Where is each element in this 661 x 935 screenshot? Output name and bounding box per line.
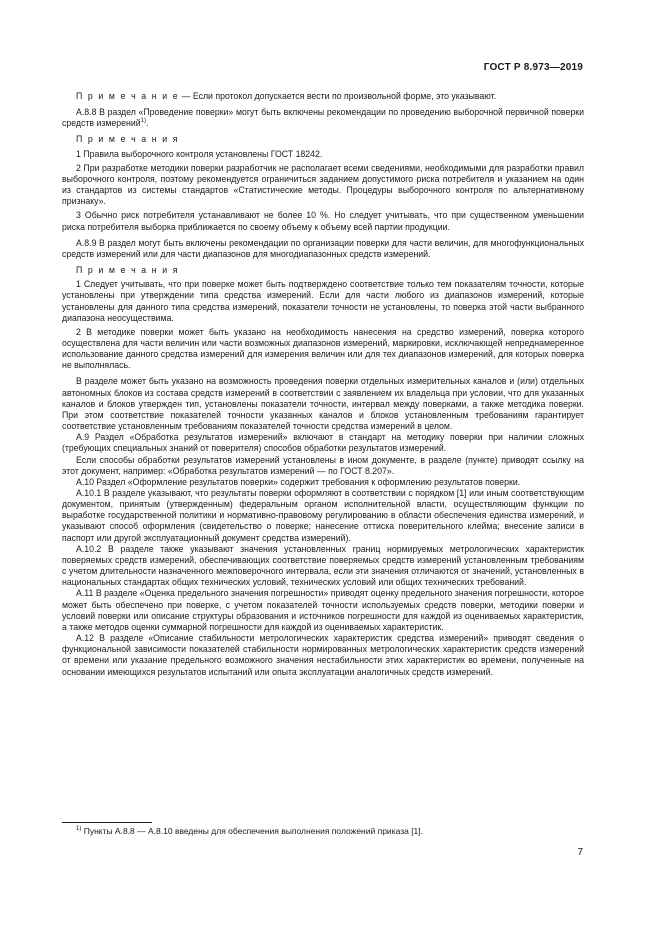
note-item: 1 Правила выборочного контроля установлены ГОСТ 18242.: [76, 148, 323, 159]
footnote-mark: 1): [76, 826, 82, 833]
clause-a89: А.8.9 В раздел могут быть включены рекомендации по организации поверки для части величин, для многофункциональных средств измерений или для части диапазонов для многодиапазонных средств измерений.: [62, 237, 584, 259]
note-text: — Если протокол допускается вести по произвольной форме, это указывают.: [179, 91, 497, 101]
note-item: 3 Обычно риск потребителя устанавливают не более 10 %. Но следует учитывать, что при существенном уменьшении риска потребителя выборка приближается по своему объему к объему всей партии продукции.: [62, 210, 584, 232]
page-body: [62, 91, 584, 678]
clause-a102: А.10.2 В разделе также указывают значения установленных границ нормируемых метрологических характеристик поверяемых средств измерений, обеспечивающих соответствие поверяемых средств измерений установленным требованиям с учетом длительности назначенного межповерочного интервала, если эти значения отличаются от значений, установленных в национальных стандартах общих технических условий, технических условий или общих технических требований.: [62, 543, 584, 588]
clause-a9: А.9 Раздел «Обработка результатов измерений» включают в стандарт на методику поверки при наличии сложных (требующих специальных знаний от поверителя) способов обработки результатов измерений.: [62, 432, 584, 454]
notes-label: П р и м е ч а н и я: [76, 134, 180, 145]
note-single: [62, 91, 584, 102]
document-header: ГОСТ Р 8.973—2019: [483, 62, 583, 73]
note-item: 2 В методике поверки может быть указано на необходимость нанесения на средство измерений, поверка которого осуществлена для части величин или части возможных диапазонов измерений, маркировки, исключающей непреднамеренное использование данного средства измерений для измерения величин или для тех диапазонов измерений, для которых поверка не выполнялась.: [62, 326, 584, 371]
footnote-ref[interactable]: 1): [140, 118, 146, 125]
clause-a10: А.10 Раздел «Оформление результатов поверки» содержит требования к оформлению результатов поверки.: [76, 476, 521, 487]
paragraph: Если способы обработки результатов измерений установлены в ином документе, в разделе (пункте) приводят ссылку на этот документ, например: «Обработка результатов измерений — по ГОСТ 8.207».: [62, 454, 584, 476]
clause-a12: А.12 В разделе «Описание стабильности метрологических характеристик средства измерений» приводят сведения о функциональной зависимости показателей стабильности нормированных метрологических характеристик средств измерений от времени или указание предельного возможного значения нестабильности этих характеристик во времени, полученные на основании имеющихся результатов испытаний или опыта эксплуатации аналогичных средств измерений.: [62, 633, 584, 677]
footnote-divider: [62, 822, 152, 823]
clause-a88: А.8.8 В раздел «Проведение поверки» могут быть включены рекомендации по проведению выборочной первичной поверки средств измерений$^{1)}$.: [62, 107, 584, 129]
notes-label: П р и м е ч а н и я: [76, 265, 180, 276]
clause-a101: А.10.1 В разделе указывают, что результаты поверки оформляют в соответствии с порядком [1] или иным соответствующим документом, принятым (утвержденным) федеральным органом исполнительной власти, осуществляющим функции по выработке государственной политики и нормативно-правовому регулированию в области обеспечения единства измерений, и указывают способ оформления (свидетельство о поверке; нанесение оттиска поверительного клейма; внесение записи в паспорт или другой эксплуатационный документ средства измерений).: [62, 488, 584, 543]
clause-a11: А.11 В разделе «Оценка предельного значения погрешности» приводят оценку предельного значения погрешности, которое может быть обеспечено при поверке, с учетом показателей точности используемых средств поверки, методики поверки и условий поверки или описание структуры образования и источников погрешности для каждой из оцениваемых характеристик, а также методов оценки суммарной погрешности для каждой из оцениваемых характеристик.: [62, 588, 584, 632]
footnote-text: Пункты А.8.8 — А.8.10 введены для обеспечения выполнения положений приказа [1].: [81, 826, 424, 836]
footnote: [76, 826, 423, 836]
note-label: П р и м е ч а н и е: [76, 91, 180, 101]
paragraph: В разделе может быть указано на возможность проведения поверки отдельных измерительных каналов и (или) отдельных автономных блоков из состава средств измерений в соответствии с заявлением их владельца при условии, что для указанных каналов и блоков утвержден тип, установлены показатели точности, интервал между поверками, а также методика поверки. При этом соответствие показателей точности указанных каналов и блоков установленным требованиям гарантирует соответствие установленным требованиям показателей точности средства измерений в целом.: [62, 376, 584, 432]
note-item: 1 Следует учитывать, что при поверке может быть подтверждено соответствие только тем показателям точности, которые установлены при утверждении типа средства измерений. Если для части любого из диапазонов измерений, которые установлены для данного типа средства измерений, показатели точности не установлены, то поверка этой части выбранного диапазона неосуществима.: [62, 279, 584, 323]
page-number: 7: [577, 847, 583, 858]
clause-a88-text: А.8.8 В раздел «Проведение поверки» могут быть включены рекомендации по проведению выборочной первичной поверки средств измерений: [62, 107, 584, 129]
note-item: 2 При разработке методики поверки разработчик не располагает всеми сведениями, необходимыми для разработки правил выборочного контроля, поэтому рекомендуется ограничиться заданием допустимого риска потребителя и указанием на один из стандартов из системы стандартов «Статистические методы. Процедуры выборочного контроля по альтернативному признаку».: [62, 162, 584, 207]
